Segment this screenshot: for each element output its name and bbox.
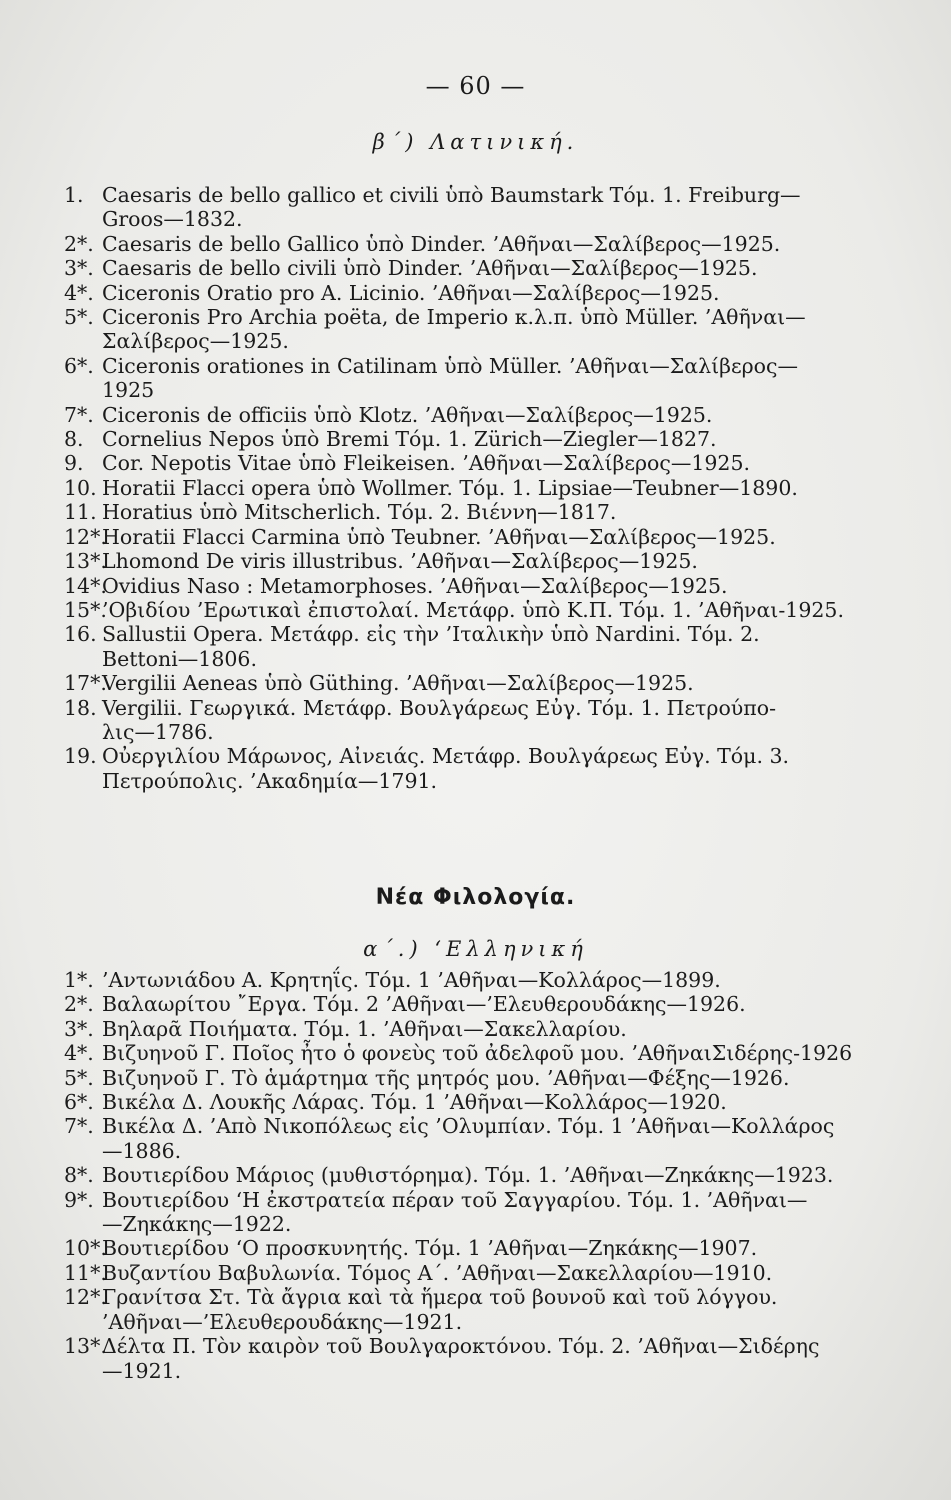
entry-number: 3*. [64,1016,94,1041]
entry-text-line: Βιζυηνοῦ Γ. Τὸ ἁμάρτημα τῆς μητρός μου. ’Αθῆναι—Φέξης—1926. [102,1065,790,1090]
entry-text-line: Ciceronis Pro Archia poëta, de Imperio κ.λ.π. ὑπὸ Müller. ’Αθῆναι— [102,305,806,330]
bibliography-entry [64,1236,894,1260]
bibliography-entry [64,305,894,354]
bibliography-entry [64,183,894,232]
entry-number: 7*. [64,1114,94,1139]
bibliography-entry [64,1261,894,1285]
latin-entry-list [64,183,894,793]
entry-text-line: Vergilii. Γεωργικά. Μετάφρ. Βουλγάρεως Εὐγ. Τόμ. 1. Πετρούπο- [102,695,776,720]
latin-subsection-heading: β΄) Λατινική. [372,130,579,154]
bibliography-entry [64,1114,894,1163]
bibliography-entry [64,451,894,475]
entry-text-line: 1925 [102,378,155,403]
bibliography-entry [64,696,894,745]
bibliography-entry [64,1017,894,1041]
new-philology-heading: Νέα Φιλολογία. [375,885,576,910]
entry-number: 8*. [64,1163,94,1188]
entry-number: 19. [64,744,97,769]
greek-subsection-heading: α΄.) ‘Ελληνική [363,937,588,961]
entry-number: 1*. [64,968,94,992]
bibliography-entry [64,992,894,1016]
entry-text-line: ’Αθῆναι—’Ελευθερουδάκης—1921. [102,1309,463,1334]
entry-text-line: Caesaris de bello gallico et civili ὑπὸ Baumstark Τόμ. 1. Freiburg— [102,183,801,207]
entry-number: 12*. [64,524,107,549]
entry-number: 10. [64,475,97,500]
entry-text-line: Γρανίτσα Στ. Τὰ ἄγρια καὶ τὰ ἥμερα τοῦ βουνοῦ καὶ τοῦ λόγγου. [102,1285,778,1310]
entry-text-line: Ciceronis de officiis ὑπὸ Klotz. ’Αθῆναι—Σαλίβερος—1925. [102,402,713,427]
entry-text-line: —1921. [102,1358,182,1383]
entry-text-line: ’Αντωνιάδου Α. Κρητηΐς. Τόμ. 1 ’Αθῆναι—Κολλάρος—1899. [102,968,721,992]
entry-text-line: Βιζυηνοῦ Γ. Ποῖος ἦτο ὁ φονεὺς τοῦ ἀδελφοῦ μου. ’ΑθῆναιΣιδέρης-1926 [102,1041,853,1066]
entry-text-line: Horatii Flacci opera ὑπὸ Wollmer. Τόμ. 1. Lipsiae—Teubner—1890. [102,475,798,500]
entry-text-line: Cornelius Nepos ὑπὸ Bremi Τόμ. 1. Zürich—Ziegler—1827. [102,427,717,452]
bibliography-entry [64,968,894,992]
entry-text-line: Βουτιερίδου ‘Η ἐκστρατεία πέραν τοῦ Σαγγαρίου. Τόμ. 1. ’Αθῆναι— [102,1187,808,1212]
bibliography-entry [64,1188,894,1237]
entry-number: 4*. [64,1041,94,1066]
bibliography-entry [64,1090,894,1114]
entry-text-line: λις—1786. [102,719,214,744]
bibliography-entry [64,525,894,549]
bibliography-entry [64,281,894,305]
bibliography-entry [64,574,894,598]
bibliography-entry [64,427,894,451]
entry-text-line: Caesaris de bello civili ὑπὸ Dinder. ’Αθῆναι—Σαλίβερος—1925. [102,256,758,281]
entry-text-line: Lhomond De viris illustribus. ’Αθῆναι—Σαλίβερος—1925. [102,549,698,574]
entry-number: 6*. [64,353,94,378]
entry-number: 11*. [64,1260,107,1285]
entry-number: 13*. [64,1334,107,1359]
entry-number: 18. [64,695,97,720]
entry-text-line: Caesaris de bello Gallico ὑπὸ Dinder. ’Αθῆναι—Σαλίβερος—1925. [102,231,781,256]
entry-text-line: Βαλαωρίτου ῎Εργα. Τόμ. 2 ’Αθῆναι—’Ελευθερουδάκης—1926. [102,992,746,1017]
bibliography-entry [64,1285,894,1334]
entry-number: 2*. [64,231,94,256]
bibliography-entry [64,256,894,280]
bibliography-entry [64,1163,894,1187]
bibliography-entry [64,622,894,671]
entry-text-line: Horatius ὑπὸ Mitscherlich. Τόμ. 2. Βιέννη—1817. [102,500,617,525]
entry-text-line: Cor. Nepotis Vitae ὑπὸ Fleikeisen. ’Αθῆναι—Σαλίβερος—1925. [102,451,751,476]
entry-text-line: Ciceronis Oratio pro A. Licinio. ’Αθῆναι—Σαλίβερος—1925. [102,280,720,305]
entry-text-line: Ciceronis orationes in Catilinam ὑπὸ Müller. ’Αθῆναι—Σαλίβερος— [102,353,798,378]
entry-number: 2*. [64,992,94,1017]
entry-number: 14*. [64,573,107,598]
bibliography-entry [64,1041,894,1065]
entry-text-line: Sallustii Opera. Μετάφρ. εἰς τὴν ’Ιταλικὴν ὑπὸ Nardini. Τόμ. 2. [102,622,760,647]
bibliography-entry [64,1066,894,1090]
entry-text-line: Δέλτα Π. Τὸν καιρὸν τοῦ Βουλγαροκτόνου. Τόμ. 2. ’Αθῆναι—Σιδέρης [102,1334,820,1359]
bibliography-entry [64,1334,894,1383]
bibliography-entry [64,403,894,427]
entry-text-line: Οὐεργιλίου Μάρωνος, Αἰνειάς. Μετάφρ. Βουλγάρεως Εὐγ. Τόμ. 3. [102,744,790,769]
bibliography-entry [64,598,894,622]
entry-text-line: Groos—1832. [102,207,243,232]
entry-number: 6*. [64,1090,94,1115]
entry-text-line: —Ζηκάκης—1922. [102,1212,292,1237]
entry-text-line: Βουτιερίδου Μάριος (μυθιστόρημα). Τόμ. 1. ’Αθῆναι—Ζηκάκης—1923. [102,1163,834,1188]
entry-text-line: Horatii Flacci Carmina ὑπὸ Teubner. ’Αθῆναι—Σαλίβερος—1925. [102,524,776,549]
entry-text-line: Bettoni—1806. [102,646,257,671]
entry-number: 10*. [64,1236,107,1261]
bibliography-entry [64,476,894,500]
entry-text-line: Πετρούπολις. ’Ακαδημία—1791. [102,768,438,793]
entry-number: 5*. [64,1065,94,1090]
entry-number: 13*. [64,549,107,574]
entry-number: 12*. [64,1285,107,1310]
entry-number: 3*. [64,256,94,281]
bibliography-entry [64,232,894,256]
bibliography-entry [64,671,894,695]
entry-number: 9*. [64,1187,94,1212]
entry-number: 7*. [64,402,94,427]
entry-number: 17*. [64,671,107,696]
entry-text-line: Ovidius Naso : Metamorphoses. ’Αθῆναι—Σαλίβερος—1925. [102,573,728,598]
entry-text-line: ’Οβιδίου ’Ερωτικαὶ ἐπιστολαί. Μετάφρ. ὑπὸ Κ.Π. Τόμ. 1. ’Αθῆναι-1925. [102,597,844,622]
entry-text-line: Βουτιερίδου ‘Ο προσκυνητής. Τόμ. 1 ’Αθῆναι—Ζηκάκης—1907. [102,1236,758,1261]
entry-text-line: Βικέλα Δ. ’Απὸ Νικοπόλεως εἰς ’Ολυμπίαν. Τόμ. 1 ’Αθῆναι—Κολλάρος [102,1114,835,1139]
entry-number: 16. [64,622,97,647]
entry-text-line: —1886. [102,1138,182,1163]
entry-text-line: Σαλίβερος—1925. [102,329,289,354]
entry-number: 5*. [64,305,94,330]
entry-number: 1. [64,183,84,207]
entry-number: 11. [64,500,97,525]
page-number: — 60 — [425,72,526,100]
entry-number: 15*. [64,597,107,622]
entry-text-line: Vergilii Aeneas ὑπὸ Güthing. ’Αθῆναι—Σαλίβερος—1925. [102,671,694,696]
bibliography-entry [64,500,894,524]
entry-text-line: Βηλαρᾶ Ποιήματα. Τόμ. 1. ’Αθῆναι—Σακελλαρίου. [102,1016,627,1041]
greek-entry-list [64,968,894,1383]
bibliography-entry [64,354,894,403]
bibliography-entry [64,549,894,573]
bibliography-entry [64,744,894,793]
entry-number: 8. [64,427,84,452]
entry-number: 4*. [64,280,94,305]
entry-text-line: Βικέλα Δ. Λουκῆς Λάρας. Τόμ. 1 ’Αθῆναι—Κολλάρος—1920. [102,1090,727,1115]
entry-number: 9. [64,451,84,476]
entry-text-line: Βυζαντίου Βαβυλωνία. Τόμος Α΄. ’Αθῆναι—Σακελλαρίου—1910. [102,1260,773,1285]
